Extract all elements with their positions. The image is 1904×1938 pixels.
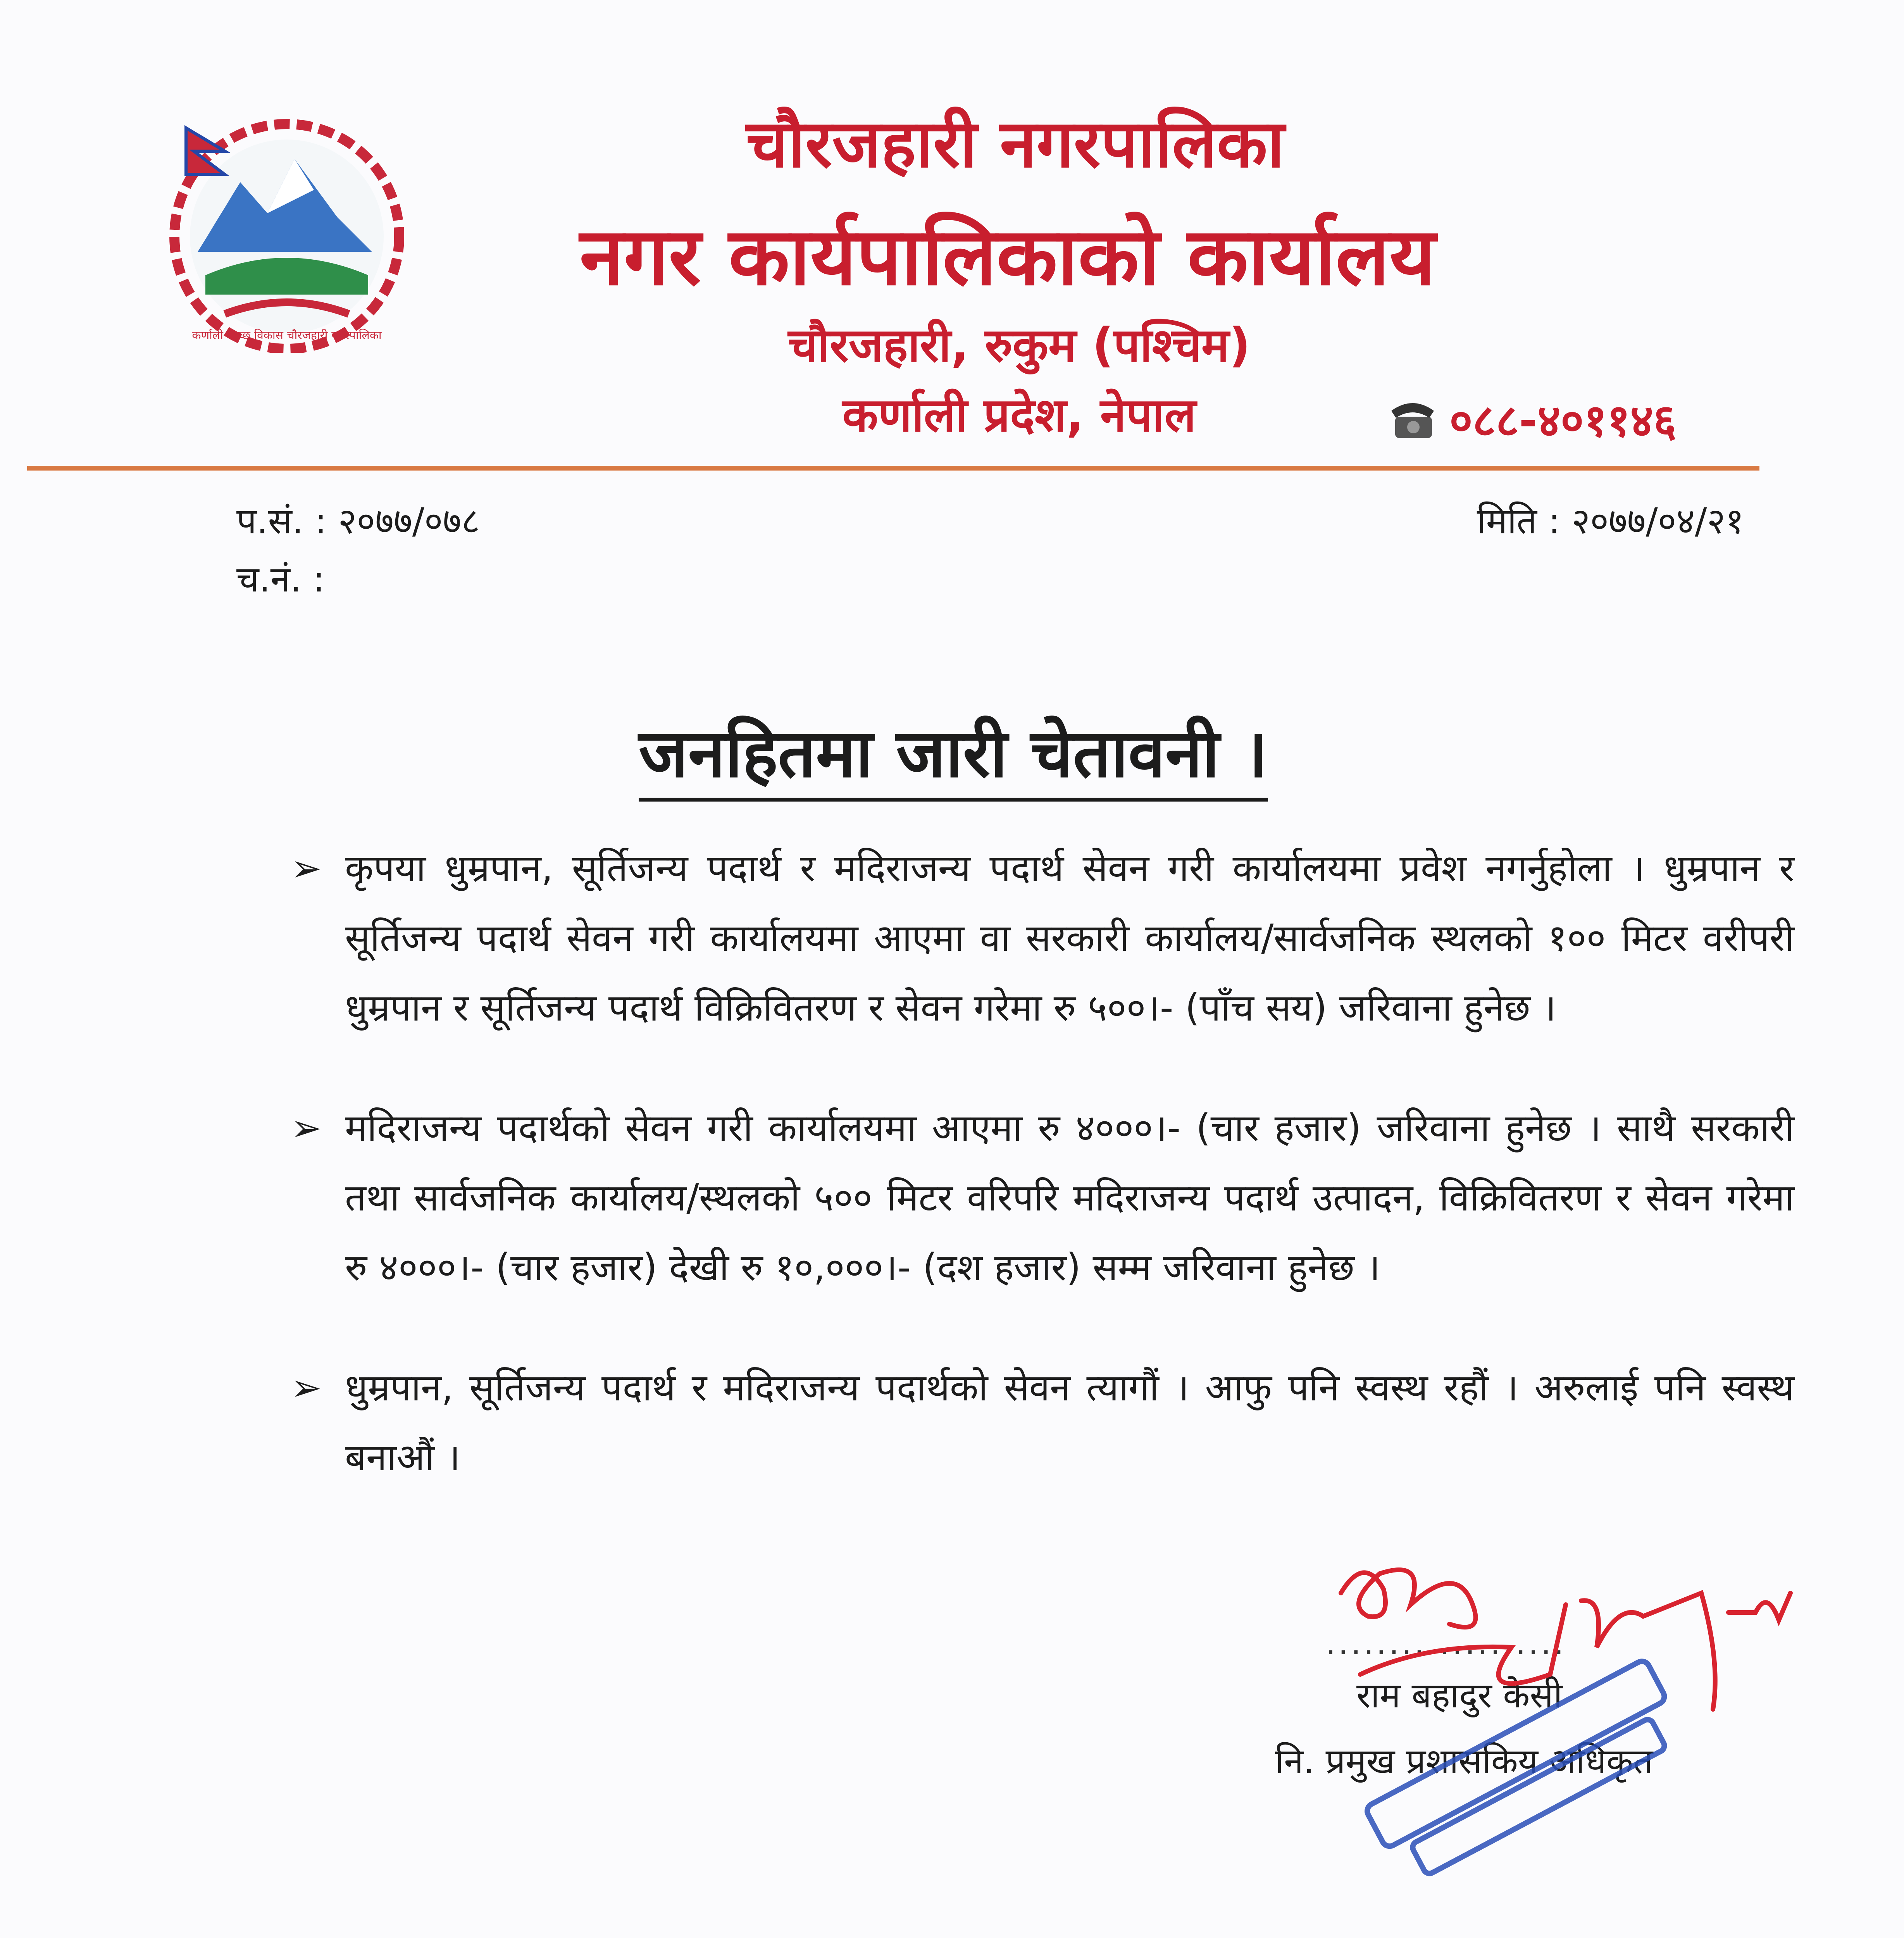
municipality-name: चौरजहारी नगरपालिका <box>746 106 1285 183</box>
phone-number: ०८८-४०११४६ <box>1449 395 1677 447</box>
address-line-2: कर्णाली प्रदेश, नेपाल <box>842 388 1196 442</box>
notice-point <box>291 1353 1794 1492</box>
office-name: नगर कार्यपालिकाको कार्यालय <box>579 211 1436 303</box>
signature-line: ................... <box>1325 1624 1566 1662</box>
arrow-bullet-icon: ➢ <box>291 847 322 890</box>
point-text: कृपया धुम्रपान, सूर्तिजन्य पदार्थ र मदिराजन्य पदार्थ सेवन गरी कार्यालयमा प्रवेश नगर्नुहोला । धुम्रपान र सूर्तिजन्य पदार्थ सेवन गरी कार्यालयमा आएमा वा सरकारी कार्यालय/सार्वजनिक स्थलको १०० मिटर वरीपरी धुम्रपान र सूर्तिजन्य पदार्थ विक्रिवितरण र सेवन गरेमा रु ५००।- (पाँच सय) जरिवाना हुनेछ । <box>345 847 1794 1029</box>
arrow-bullet-icon: ➢ <box>291 1106 322 1150</box>
nepal-emblem-icon <box>163 112 411 353</box>
point-text: मदिराजन्य पदार्थको सेवन गरी कार्यालयमा आएमा रु ४०००।- (चार हजार) जरिवाना हुनेछ । साथै सरकारी तथा सार्वजनिक कार्यालय/स्थलको ५०० मिटर वरिपरि मदिराजन्य पदार्थ उत्पादन, विक्रिवितरण र सेवन गरेमा रु ४०००।- (चार हजार) देखी रु १०,०००।- (दश हजार) सम्म जरिवाना हुनेछ । <box>345 1106 1794 1289</box>
letter-date: मिति : २०७७/०४/२१ <box>1477 500 1744 542</box>
signatory-designation: नि. प्रमुख प्रशासकिय अधिकृत <box>1275 1741 1653 1782</box>
signatory-name: राम बहादुर केसी <box>1356 1675 1563 1716</box>
handwritten-signature-icon <box>1310 1547 1829 1725</box>
header-divider <box>27 466 1759 471</box>
telephone-icon <box>1387 395 1438 442</box>
arrow-bullet-icon: ➢ <box>291 1366 322 1409</box>
reference-number: प.सं. : २०७७/०७८ <box>236 500 480 542</box>
notice-title: जनहितमा जारी चेतावनी । <box>388 705 1519 796</box>
point-text: धुम्रपान, सूर्तिजन्य पदार्थ र मदिराजन्य पदार्थको सेवन त्यागौं । आफु पनि स्वस्थ रहौं । अरुलाई पनि स्वस्थ बनाऔं । <box>345 1366 1794 1479</box>
notice-point <box>291 833 1794 1043</box>
emblem-caption: कर्णाली स्वच्छ विकास चौरजहारी नगरपालिका <box>192 329 382 342</box>
notice-point <box>291 1093 1794 1302</box>
phone-contact <box>1387 388 1775 450</box>
address-line-1: चौरजहारी, रुकुम (पश्चिम) <box>788 319 1251 372</box>
dispatch-number: च.नं. : <box>236 559 325 600</box>
